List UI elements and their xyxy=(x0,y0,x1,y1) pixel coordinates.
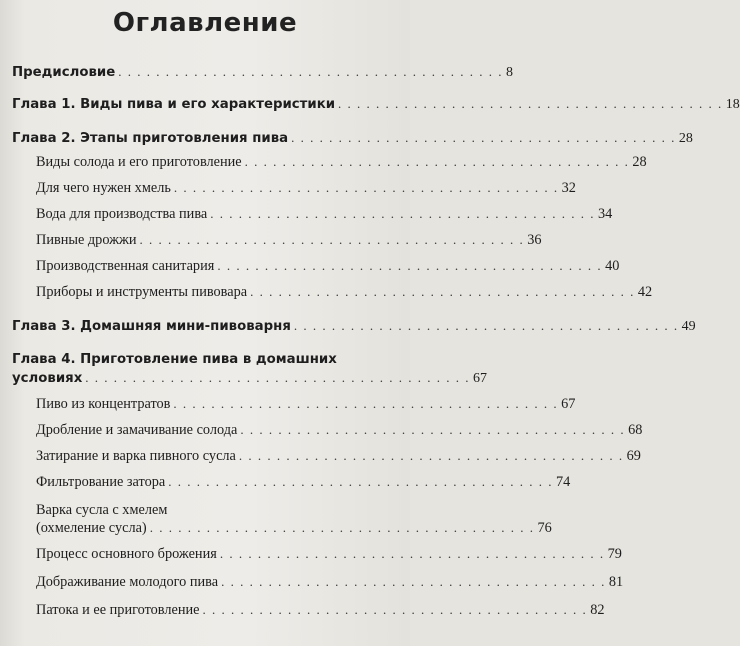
toc-entry-preface[interactable] xyxy=(12,64,513,84)
entry-page: 28 xyxy=(678,131,693,146)
entry-label: Процесс основного брожения xyxy=(36,546,217,562)
entry-page: 28 xyxy=(632,154,647,170)
entry-page: 36 xyxy=(527,232,542,248)
entry-page: 32 xyxy=(561,180,576,196)
entry-label: Пиво из концентратов xyxy=(36,396,171,412)
entry-page: 69 xyxy=(626,448,641,464)
toc-entry-hops[interactable] xyxy=(36,180,576,200)
dot-leader: . . . . . . . . . . . . . . . . . . . . . . . . . . . . . . . . . . . . . . . . . xyxy=(219,546,605,561)
entry-label: Вода для производства пива xyxy=(36,206,208,222)
dot-leader: . . . . . . . . . . . . . . . . . . . . . . . . . . . . . . . . . . . . . . . . . xyxy=(168,474,553,489)
toc-entry-yeast[interactable] xyxy=(36,232,542,252)
entry-label: (охмеление сусла) xyxy=(36,520,147,536)
entry-page: 79 xyxy=(607,546,622,562)
toc-entry-primary-fermentation[interactable] xyxy=(36,546,622,566)
entry-page: 74 xyxy=(555,474,571,490)
entry-label: Пивные дрожжи xyxy=(36,232,137,248)
toc-entry-malt[interactable] xyxy=(36,154,647,174)
toc-entry-hopping[interactable] xyxy=(36,520,552,540)
dot-leader: . . . . . . . . . . . . . . . . . . . . . . . . . . . . . . . . . . . . . . . . . xyxy=(149,520,535,535)
dot-leader: . . . . . . . . . . . . . . . . . . . . . . . . . . . . . . . . . . . . . . . . . xyxy=(173,180,559,195)
toc-entry-milling[interactable] xyxy=(36,422,643,442)
dot-leader: . . . . . . . . . . . . . . . . . . . . . . . . . . . . . . . . . . . . . . . . . xyxy=(202,602,588,617)
toc-entry-concentrates[interactable] xyxy=(36,396,576,416)
entry-page: 67 xyxy=(473,371,488,386)
toc-entry-chapter-3[interactable] xyxy=(12,318,696,338)
entry-page: 34 xyxy=(597,206,613,222)
entry-label: Приборы и инструменты пивовара xyxy=(36,284,248,300)
entry-page: 76 xyxy=(537,520,552,536)
entry-label: условиях xyxy=(12,371,83,386)
toc-entry-sanitation[interactable] xyxy=(36,258,620,278)
dot-leader: . . . . . . . . . . . . . . . . . . . . . . . . . . . . . . . . . . . . . . . . . xyxy=(210,206,595,221)
dot-leader: . . . . . . . . . . . . . . . . . . . . . . . . . . . . . . . . . . . . . . . . . xyxy=(250,284,635,299)
entry-label: Фильтрование затора xyxy=(36,474,166,490)
toc-entry-chapter-1[interactable] xyxy=(12,96,740,116)
entry-page: 42 xyxy=(637,284,653,300)
entry-page: 68 xyxy=(628,422,643,438)
entry-label: Глава 2. Этапы приготовления пива xyxy=(12,131,289,146)
entry-label: Патока и ее приготовление xyxy=(36,602,200,618)
page-title: Оглавление xyxy=(112,8,298,38)
dot-leader: . . . . . . . . . . . . . . . . . . . . . . . . . . . . . . . . . . . . . . . . . xyxy=(291,130,676,145)
dot-leader: . . . . . . . . . . . . . . . . . . . . . . . . . . . . . . . . . . . . . . . . . xyxy=(238,448,624,463)
entry-page: 81 xyxy=(608,574,624,590)
toc-entry-chapter-2[interactable] xyxy=(12,130,693,150)
dot-leader: . . . . . . . . . . . . . . . . . . . . . . . . . . . . . . . . . . . . . . . . . xyxy=(244,154,630,169)
entry-page: 40 xyxy=(605,258,620,274)
entry-page: 49 xyxy=(681,319,696,334)
dot-leader: . . . . . . . . . . . . . . . . . . . . . . . . . . . . . . . . . . . . . . . . . xyxy=(221,574,606,589)
toc-entry-molasses[interactable] xyxy=(36,602,605,622)
entry-label: Производственная санитария xyxy=(36,258,215,274)
entry-label: Затирание и варка пивного сусла xyxy=(36,448,236,464)
entry-label: Дображивание молодого пива xyxy=(36,574,219,590)
entry-page: 82 xyxy=(590,602,605,618)
entry-label: Для чего нужен хмель xyxy=(36,180,171,196)
entry-page: 67 xyxy=(561,396,576,412)
toc-entry-chapter-4[interactable] xyxy=(12,370,488,390)
dot-leader: . . . . . . . . . . . . . . . . . . . . . . . . . . . . . . . . . . . . . . . . . xyxy=(338,96,723,111)
entry-label: Глава 3. Домашняя мини-пивоварня xyxy=(12,319,291,334)
dot-leader: . . . . . . . . . . . . . . . . . . . . . . . . . . . . . . . . . . . . . . . . . xyxy=(85,370,471,385)
toc-entry-hopping-line1[interactable]: Варка сусла с хмелем xyxy=(36,502,168,518)
entry-page: 8 xyxy=(505,65,513,80)
dot-leader: . . . . . . . . . . . . . . . . . . . . . . . . . . . . . . . . . . . . . . . . . xyxy=(217,258,603,273)
toc-entry-mashing[interactable] xyxy=(36,448,641,468)
entry-label: Виды солода и его приготовление xyxy=(36,154,242,170)
dot-leader: . . . . . . . . . . . . . . . . . . . . . . . . . . . . . . . . . . . . . . . . . xyxy=(293,318,679,333)
dot-leader: . . . . . . . . . . . . . . . . . . . . . . . . . . . . . . . . . . . . . . . . . xyxy=(118,64,503,79)
dot-leader: . . . . . . . . . . . . . . . . . . . . . . . . . . . . . . . . . . . . . . . . . xyxy=(139,232,525,247)
toc-entry-chapter-4-line1[interactable]: Глава 4. Приготовление пива в домашних xyxy=(12,352,337,367)
toc-entry-tools[interactable] xyxy=(36,284,653,304)
entry-page: 18 xyxy=(725,97,740,112)
toc-entry-filtering[interactable] xyxy=(36,474,571,494)
toc-entry-water[interactable] xyxy=(36,206,613,226)
entry-label: Дробление и замачивание солода xyxy=(36,422,238,438)
toc-entry-maturation[interactable] xyxy=(36,574,624,594)
entry-label: Глава 1. Виды пива и его характеристики xyxy=(12,97,336,112)
entry-label: Предисловие xyxy=(12,65,116,80)
dot-leader: . . . . . . . . . . . . . . . . . . . . . . . . . . . . . . . . . . . . . . . . . xyxy=(173,396,559,411)
dot-leader: . . . . . . . . . . . . . . . . . . . . . . . . . . . . . . . . . . . . . . . . . xyxy=(240,422,626,437)
